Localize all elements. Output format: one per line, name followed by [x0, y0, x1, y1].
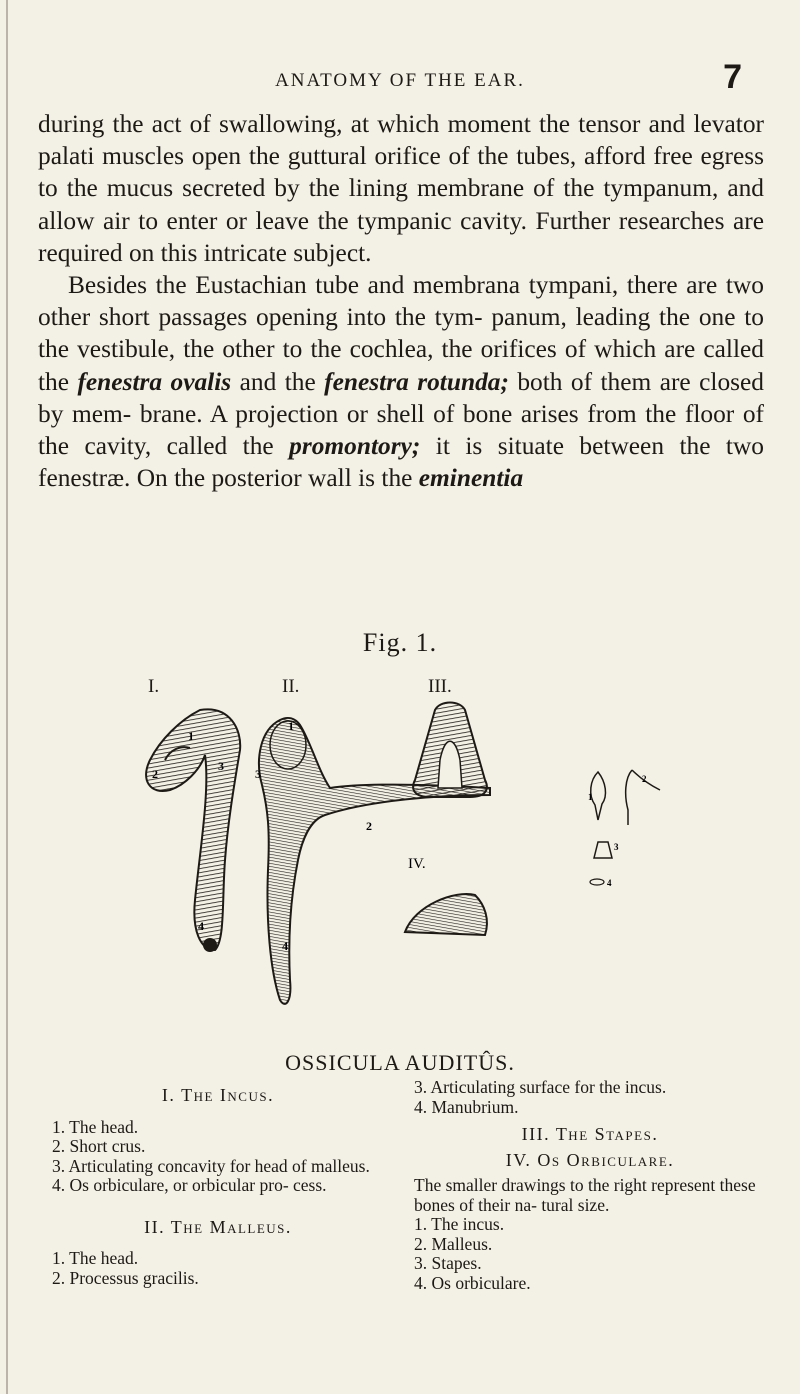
- malleus-item-3: 3. Articulating surface for the incus.: [414, 1077, 667, 1097]
- p2-text-d: it is situate between the two fenestræ. On the posterior wall is the: [38, 432, 765, 493]
- os-orbiculare-drawing: [405, 894, 487, 935]
- caption-title: OSSICULA AUDITÛS.: [285, 1050, 515, 1075]
- ossicles-engraving: [140, 700, 700, 1020]
- malleus-label-2: 2: [366, 819, 372, 833]
- term-promontory: promontory;: [289, 432, 421, 461]
- incus-label-1: 1: [188, 729, 194, 743]
- incus-item-2: 2. Short crus.: [52, 1136, 146, 1156]
- small-item-1: 1. The incus.: [414, 1214, 505, 1234]
- small-drawings: [590, 770, 660, 885]
- incus-item-3: 3. Articulating concavity for head of malleus.: [52, 1155, 370, 1176]
- roman-label-ii: II.: [282, 676, 300, 697]
- small-item-3: 3. Stapes.: [414, 1253, 482, 1273]
- stapes-heading: III. The Stapes.: [521, 1124, 659, 1144]
- incus-label-3: 3: [218, 759, 224, 773]
- term-eminentia: eminentia: [418, 464, 524, 493]
- p2-text-c: both of them are closed by mem- brane. A projection or shell of bone arises from the floor of the cavity, called the: [38, 367, 764, 461]
- small-item-2: 2. Malleus.: [414, 1233, 493, 1254]
- malleus-item-1: 1. The head.: [52, 1248, 139, 1268]
- figure-label-iv: IV.: [408, 856, 426, 872]
- incus-label-4: 4: [198, 919, 204, 933]
- malleus-heading: II. The Malleus.: [144, 1216, 292, 1237]
- figure-title: Fig. 1.: [362, 628, 438, 657]
- malleus-item-4: 4. Manubrium.: [414, 1096, 519, 1117]
- paragraph-2: [38, 269, 764, 494]
- paragraph-1: during the act of swallowing, at which moment the tensor and levator palati muscles open the guttural orifice of the tubes, afford free egress to the mucus secreted by the lining membrane of the tympanum, and allow air to enter or leave the tympanic cavity. Further researches are required on this intricate subject.: [38, 110, 764, 267]
- malleus-label-4: 4: [282, 939, 288, 953]
- malleus-item-2: 2. Processus gracilis.: [52, 1267, 199, 1288]
- p2-text-b: and the: [231, 367, 325, 396]
- small-label-3: 3: [614, 842, 619, 852]
- small-item-4: 4. Os orbiculare.: [414, 1272, 531, 1293]
- small-label-1: 1: [588, 792, 593, 802]
- running-head: ANATOMY OF THE EAR.: [275, 70, 525, 91]
- malleus-label-3: 3: [255, 767, 261, 781]
- incus-item-1: 1. The head.: [52, 1116, 139, 1137]
- small-label-2: 2: [642, 774, 647, 784]
- roman-label-iii: III.: [428, 676, 452, 697]
- page-edge-rule: [6, 0, 8, 1394]
- stapes-drawing: [413, 703, 487, 798]
- roman-label-i: I.: [148, 676, 160, 697]
- page-number: 7: [723, 58, 742, 96]
- body-text: [38, 108, 764, 494]
- natural-size-note: The smaller drawings to the right represent these bones of their na- tural size.: [414, 1175, 756, 1215]
- malleus-label-1: 1: [288, 719, 294, 733]
- incus-heading: I. The Incus.: [161, 1085, 275, 1105]
- incus-drawing: [146, 709, 240, 952]
- incus-label-2: 2: [152, 767, 158, 781]
- caption-left-column: [52, 1086, 384, 1288]
- small-label-4: 4: [607, 878, 612, 888]
- p2-text-a: Besides the Eustachian tube and membrana tympani, there are two other short passages opening into the tym- panum, leading the one to the vestibule, the other to the cochlea, the orifices of which are called the: [38, 271, 764, 396]
- os-orbiculare-heading: IV. Os Orbiculare.: [505, 1149, 675, 1170]
- caption-right-column: [414, 1078, 766, 1293]
- term-fenestra-ovalis: fenestra ovalis: [77, 367, 232, 396]
- page-header: [0, 58, 800, 104]
- incus-item-4: 4. Os orbiculare, or orbicular pro- cess.: [52, 1175, 327, 1195]
- term-fenestra-rotunda: fenestra rotunda;: [324, 367, 509, 396]
